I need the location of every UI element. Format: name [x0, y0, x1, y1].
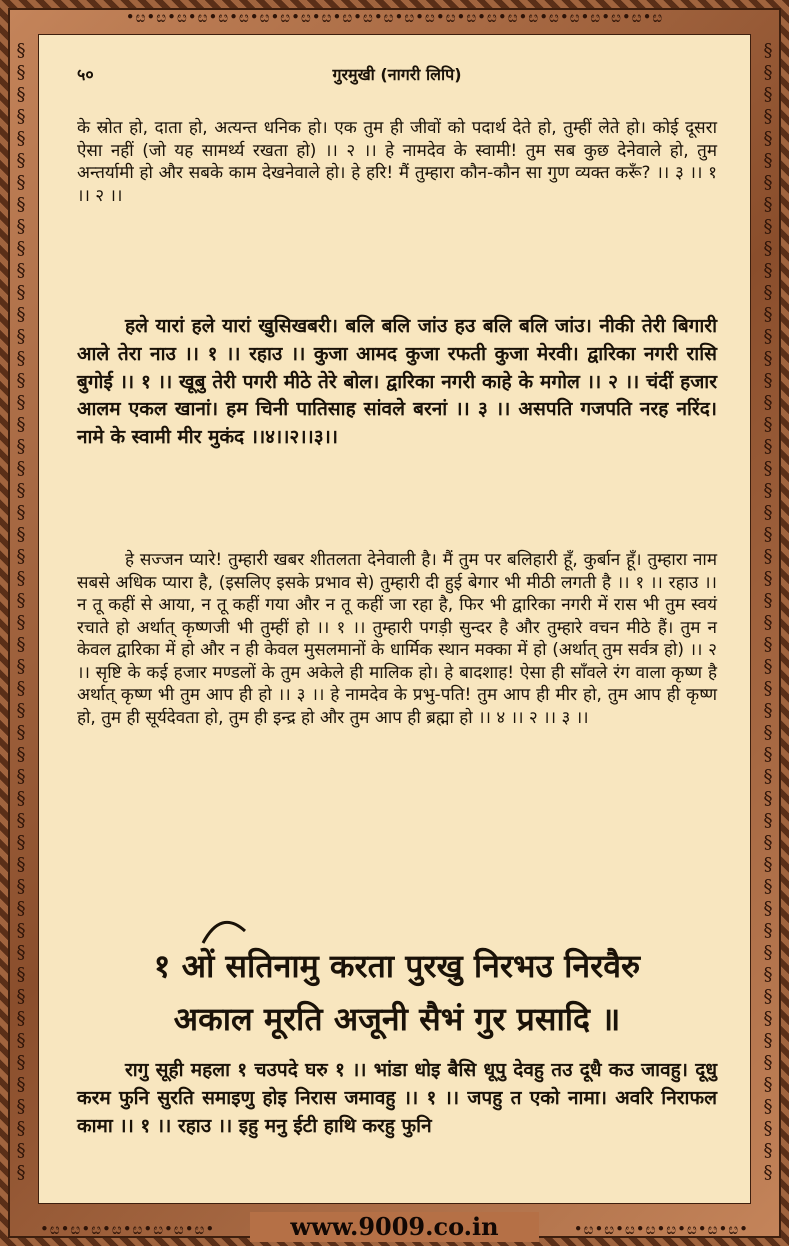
website-link[interactable]: www.9009.co.in [290, 1212, 499, 1241]
mool-mantar-line-2: अकाल मूरति अजूनी सैभं गुर प्रसादि ॥ [173, 1000, 621, 1038]
verse-block-2: रागु सूही महला १ चउपदे घरु १ ।। भांडा धोइ बैसि धूपु देवहु तउ दूधै कउ जावहु। दूधु करम फुनि सुरति समाइणु होइ निरास जमावहु ।। १ ।। जपहु त एको नामा। अवरि निराफल कामा ।। १ ।। रहाउ ।। इहु मनु ईटी हाथि करहु फुनि [77, 1059, 717, 1137]
verse-block-1: हले यारां हले यारां खुसिखबरी। बलि बलि जांउ हउ बलि बलि जांउ। नीकी तेरी बिगारी आले तेरा नाउ ।। १ ।। रहाउ ।। कुजा आमद कुजा रफती कुजा मेरवी। द्वारिका नगरी रासि बुगोई ।। १ ।। खूबु तेरी पगरी मीठे तेरे बोल। द्वारिका नगरी काहे के मगोल ।। २ ।। चंदीं हजार आलम एकल खानां। हम चिनी पातिसाह सांवले बरनां ।। ३ ।। असपति गजपति नरह नरिंद। नामे के स्वामी मीर मुकंद ।।४।।२।।३।। [77, 315, 717, 449]
page-header [77, 63, 717, 93]
page-number: ५० [77, 65, 94, 84]
bottom-ornament: •ೞ•ೞ•ೞ•ೞ•ೞ•ೞ•ೞ•ೞ• [40, 1220, 216, 1238]
page-title: गुरमुखी (नागरी लिपि) [332, 65, 462, 84]
left-ornament: § § § § § § § § § § § § § § § § § § § § § § § § § § § § § § § § § § § § § § § § § § § § § § § § § § § § [16, 40, 26, 1183]
right-ornament: § § § § § § § § § § § § § § § § § § § § § § § § § § § § § § § § § § § § § § § § § § § § § § § § § § § § [763, 40, 773, 1183]
translation-paragraph-2: हे सज्जन प्यारे! तुम्हारी खबर शीतलता देनेवाली है। मैं तुम पर बलिहारी हूँ, कुर्बान हूँ। तुम्हारा नाम सबसे अधिक प्यारा है, (इसलिए इसके प्रभाव से) तुम्हारी दी हुई बेगार भी मीठी लगती है ।। १ ।। रहाउ ।। न तू कहीं से आया, न तू कहीं गया और न तू कहीं जा रहा है, फिर भी द्वारिका नगरी में रास भी तुम स्वयं रचाते हो अर्थात् कृष्णजी भी तुम्हीं हो ।। १ ।। तुम्हारी पगड़ी सुन्दर है और तुम्हारे वचन मीठे हैं। तुम न केवल द्वारिका में हो और न ही केवल मुसलमानों के धार्मिक स्थान मक्का में हो (अर्थात् तुम सर्वत्र हो) ।। २ ।। सृष्टि के कई हजार मण्डलों के तुम अकेले ही मालिक हो। हे बादशाह! ऐसा ही साँवले रंग वाला कृष्ण है अर्थात् कृष्ण भी तुम आप ही हो ।। ३ ।। हे नामदेव के प्रभु-पति! तुम आप ही मीर हो, तुम आप ही कृष्ण हो, तुम ही सूर्यदेवता हो, तुम ही इन्द्र हो और तुम आप ही ब्रह्मा हो ।। ४ ।। २ ।। ३ ।। [77, 550, 717, 728]
top-ornament: •ೞ•ೞ•ೞ•ೞ•ೞ•ೞ•ೞ•ೞ•ೞ•ೞ•ೞ•ೞ•ೞ•ೞ•ೞ•ೞ•ೞ•ೞ•ೞ•ೞ•ೞ•ೞ•ೞ•ೞ•ೞ•ೞ [125, 8, 664, 26]
bottom-ornament-right: •ೞ•ೞ•ೞ•ೞ•ೞ•ೞ•ೞ•ೞ• [573, 1220, 749, 1238]
translation-paragraph-1: के स्रोत हो, दाता हो, अत्यन्त धनिक हो। एक तुम ही जीवों को पदार्थ देते हो, तुम्हीं लेते हो। कोई दूसरा ऐसा नहीं (जो यह सामर्थ्य रखता हो) ।। २ ।। हे नामदेव के स्वामी! तुम सब कुछ देनेवाले हो, तुम अन्तर्यामी हो और सबके काम देखनेवाले हो। हे हरि! मैं तुम्हारा कौन-कौन सा गुण व्यक्त करूँ? ।। ३ ।। १ ।। २ ।। [77, 118, 717, 206]
mool-mantar-line-1: १ ओं सतिनामु करता पुरखु निरभउ निरवैरु [153, 947, 641, 985]
page-sheet [38, 34, 751, 1204]
